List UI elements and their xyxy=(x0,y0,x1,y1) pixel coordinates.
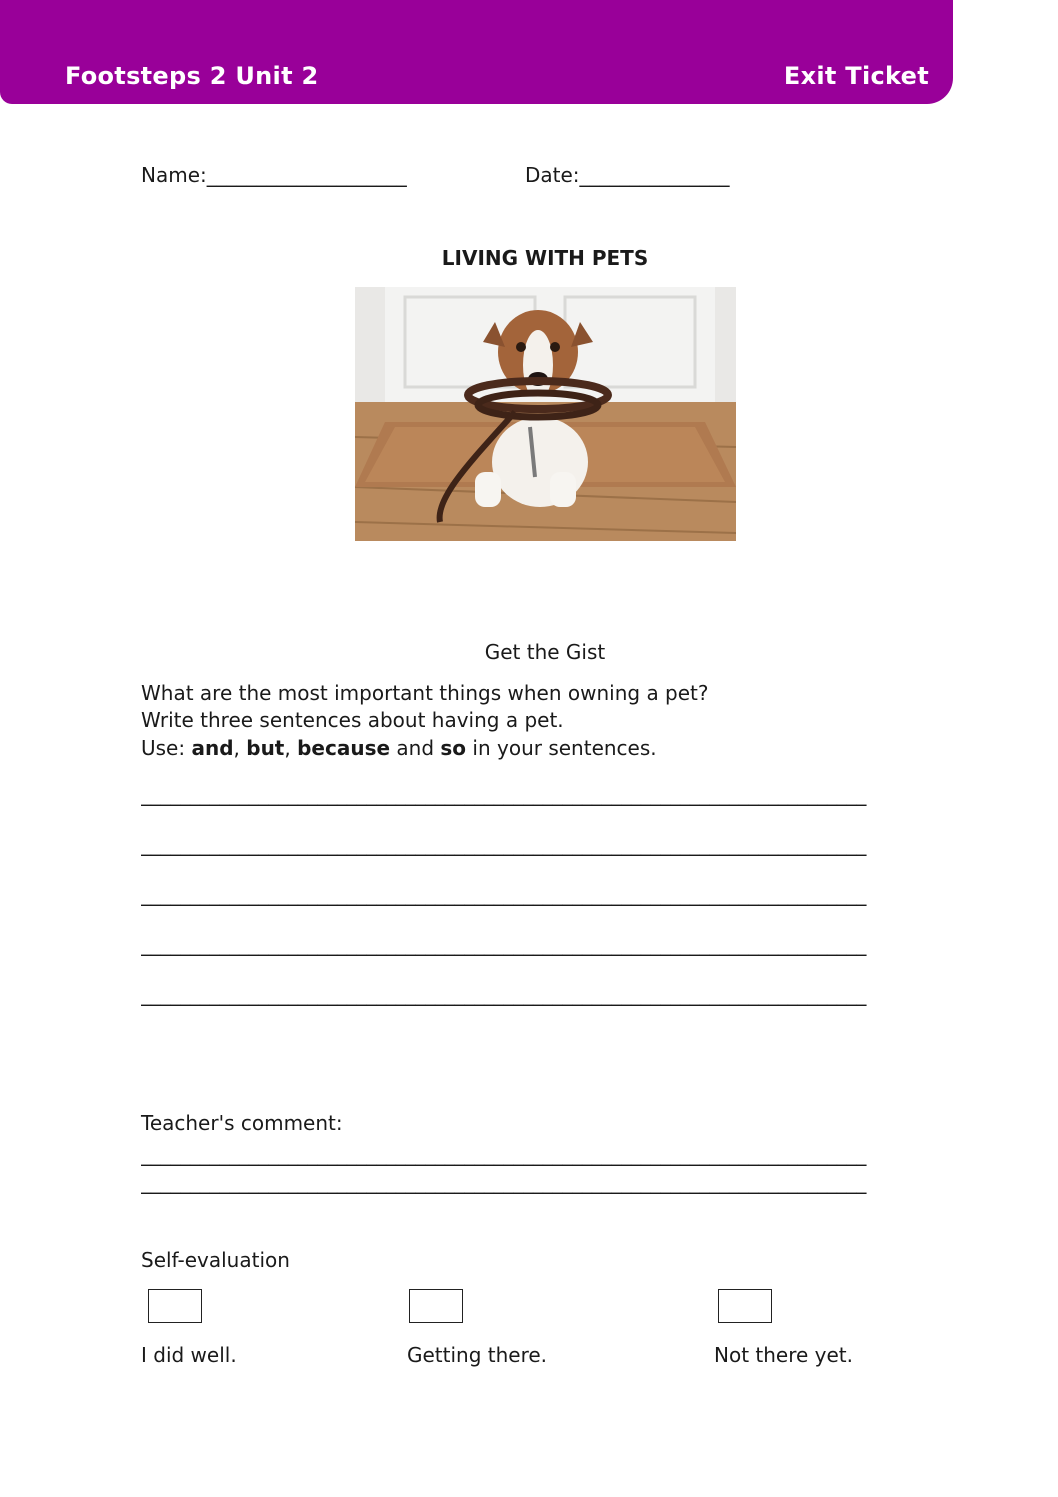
self-evaluation-label: Self-evaluation xyxy=(141,1248,290,1272)
checkbox-not-there-yet[interactable] xyxy=(718,1289,772,1323)
keyword: because xyxy=(297,736,391,760)
date-field[interactable]: Date:_______________ xyxy=(525,163,730,187)
option-label: Not there yet. xyxy=(714,1343,854,1367)
dog-with-leash-photo xyxy=(355,287,736,541)
answer-line[interactable]: __________________________________________________________________________ xyxy=(141,832,867,856)
instruction-text: and xyxy=(390,736,441,760)
instruction-text: Use: xyxy=(141,736,192,760)
keyword: but xyxy=(246,736,285,760)
answer-line[interactable]: __________________________________________________________________________ xyxy=(141,982,867,1006)
teacher-comment-label: Teacher's comment: xyxy=(141,1111,343,1135)
comment-line[interactable]: __________________________________________________________________________ xyxy=(141,1142,867,1166)
exit-ticket-label: Exit Ticket xyxy=(783,62,929,90)
checkbox-getting-there[interactable] xyxy=(409,1289,463,1323)
section-heading: Get the Gist xyxy=(484,640,606,664)
worksheet-title: LIVING WITH PETS xyxy=(441,246,649,270)
instruction-text: , xyxy=(233,736,247,760)
keyword: and xyxy=(191,736,234,760)
answer-line[interactable]: __________________________________________________________________________ xyxy=(141,782,867,806)
instruction-line: What are the most important things when owning a pet? xyxy=(141,681,709,705)
instruction-line xyxy=(141,736,657,760)
comment-line[interactable]: __________________________________________________________________________ xyxy=(141,1170,867,1194)
option-label: Getting there. xyxy=(407,1343,548,1367)
instruction-text: in your sentences. xyxy=(466,736,657,760)
checkbox-did-well[interactable] xyxy=(148,1289,202,1323)
instruction-line: Write three sentences about having a pet. xyxy=(141,708,564,732)
answer-line[interactable]: __________________________________________________________________________ xyxy=(141,932,867,956)
unit-title: Footsteps 2 Unit 2 xyxy=(65,62,319,90)
answer-line[interactable]: __________________________________________________________________________ xyxy=(141,882,867,906)
instruction-text: , xyxy=(284,736,298,760)
keyword: so xyxy=(440,736,467,760)
option-label: I did well. xyxy=(141,1343,237,1367)
name-field[interactable]: Name:____________________ xyxy=(141,163,407,187)
header-banner xyxy=(0,0,953,104)
